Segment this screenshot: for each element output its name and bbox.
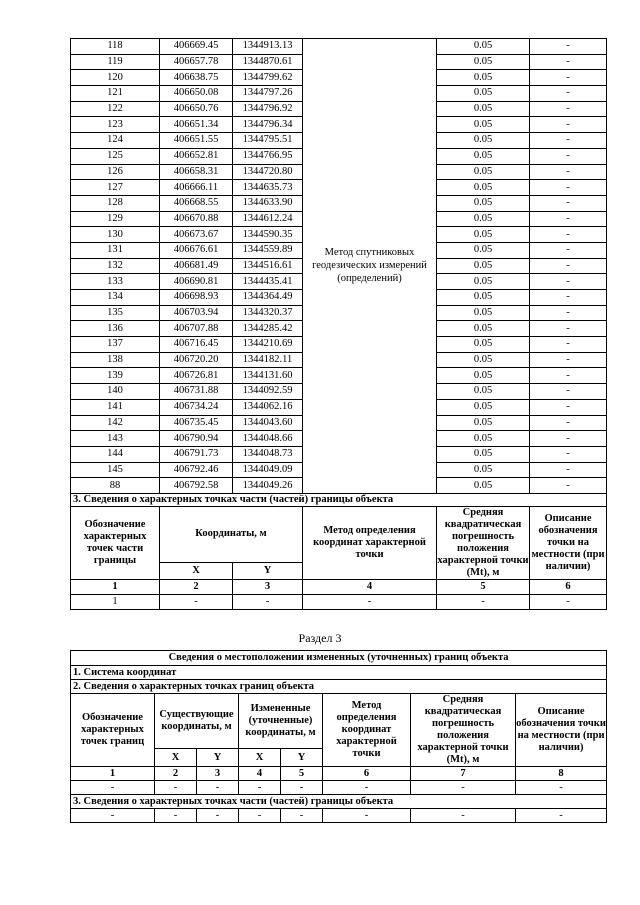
coord-x: 406651.34 bbox=[160, 117, 233, 133]
point-number: 133 bbox=[71, 274, 160, 290]
mt-value: 0.05 bbox=[437, 39, 530, 55]
part3-title: 3. Сведения о характерных точках части (частей) границы объекта bbox=[71, 493, 607, 506]
coord-y: 1344516.61 bbox=[233, 258, 303, 274]
s3-cell: - bbox=[516, 781, 607, 795]
mt-value: 0.05 bbox=[437, 462, 530, 478]
description: - bbox=[530, 352, 607, 368]
header-x: X bbox=[160, 562, 233, 579]
header-method: Метод определения координат характерной точки bbox=[303, 506, 437, 579]
s3-col-num: 7 bbox=[411, 767, 516, 781]
col-num: 5 bbox=[437, 579, 530, 594]
part3-cell: - bbox=[160, 594, 233, 609]
coord-x: 406638.75 bbox=[160, 70, 233, 86]
coord-y: 1344435.41 bbox=[233, 274, 303, 290]
s3-h-changed: Измененные (уточненные) координаты, м bbox=[239, 694, 323, 749]
part3-cell: - bbox=[303, 594, 437, 609]
description: - bbox=[530, 399, 607, 415]
mt-value: 0.05 bbox=[437, 180, 530, 196]
coord-x: 406668.55 bbox=[160, 195, 233, 211]
part3-cell: 1 bbox=[71, 594, 160, 609]
point-number: 142 bbox=[71, 415, 160, 431]
description: - bbox=[530, 180, 607, 196]
s3-h-existing: Существующие координаты, м bbox=[155, 694, 239, 749]
description: - bbox=[530, 86, 607, 102]
mt-value: 0.05 bbox=[437, 70, 530, 86]
description: - bbox=[530, 384, 607, 400]
description: - bbox=[530, 242, 607, 258]
col-num: 4 bbox=[303, 579, 437, 594]
coord-y: 1344590.35 bbox=[233, 227, 303, 243]
point-number: 137 bbox=[71, 337, 160, 353]
coord-x: 406669.45 bbox=[160, 39, 233, 55]
mt-value: 0.05 bbox=[437, 305, 530, 321]
s3-cell: - bbox=[197, 781, 239, 795]
point-number: 125 bbox=[71, 148, 160, 164]
description: - bbox=[530, 478, 607, 494]
header-desc: Описание обозначения точки на местности (при наличии) bbox=[530, 506, 607, 579]
mt-value: 0.05 bbox=[437, 368, 530, 384]
s3-col-num: 2 bbox=[155, 767, 197, 781]
description: - bbox=[530, 227, 607, 243]
point-number: 141 bbox=[71, 399, 160, 415]
coord-y: 1344720.80 bbox=[233, 164, 303, 180]
s3-cell: - bbox=[281, 781, 323, 795]
description: - bbox=[530, 321, 607, 337]
point-number: 131 bbox=[71, 242, 160, 258]
mt-value: 0.05 bbox=[437, 274, 530, 290]
s3-coord-system: 1. Система координат bbox=[71, 666, 607, 680]
description: - bbox=[530, 164, 607, 180]
coord-y: 1344285.42 bbox=[233, 321, 303, 337]
part3-cell: - bbox=[437, 594, 530, 609]
mt-value: 0.05 bbox=[437, 148, 530, 164]
point-number: 134 bbox=[71, 290, 160, 306]
description: - bbox=[530, 290, 607, 306]
coord-y: 1344612.24 bbox=[233, 211, 303, 227]
coord-x: 406658.31 bbox=[160, 164, 233, 180]
coord-y: 1344182.11 bbox=[233, 352, 303, 368]
mt-value: 0.05 bbox=[437, 164, 530, 180]
coord-x: 406651.55 bbox=[160, 133, 233, 149]
coord-x: 406703.94 bbox=[160, 305, 233, 321]
coord-x: 406707.88 bbox=[160, 321, 233, 337]
description: - bbox=[530, 274, 607, 290]
coord-x: 406673.67 bbox=[160, 227, 233, 243]
section3-table bbox=[70, 650, 607, 823]
description: - bbox=[530, 462, 607, 478]
mt-value: 0.05 bbox=[437, 431, 530, 447]
coord-y: 1344870.61 bbox=[233, 54, 303, 70]
coord-y: 1344799.62 bbox=[233, 70, 303, 86]
points-table bbox=[70, 38, 607, 610]
s3-col-num: 1 bbox=[71, 767, 155, 781]
coord-x: 406790.94 bbox=[160, 431, 233, 447]
point-number: 143 bbox=[71, 431, 160, 447]
description: - bbox=[530, 368, 607, 384]
point-number: 126 bbox=[71, 164, 160, 180]
description: - bbox=[530, 133, 607, 149]
part3-cell: - bbox=[233, 594, 303, 609]
coord-x: 406670.88 bbox=[160, 211, 233, 227]
description: - bbox=[530, 431, 607, 447]
s3-part-cell: - bbox=[239, 809, 281, 823]
col-num: 2 bbox=[160, 579, 233, 594]
mt-value: 0.05 bbox=[437, 290, 530, 306]
s3-cell: - bbox=[155, 781, 197, 795]
coord-y: 1344049.26 bbox=[233, 478, 303, 494]
s3-part-cell: - bbox=[411, 809, 516, 823]
coord-y: 1344913.13 bbox=[233, 39, 303, 55]
coord-x: 406650.76 bbox=[160, 101, 233, 117]
point-number: 124 bbox=[71, 133, 160, 149]
s3-part-cell: - bbox=[516, 809, 607, 823]
col-num: 1 bbox=[71, 579, 160, 594]
s3-part-title: 3. Сведения о характерных точках части (частей) границы объекта bbox=[71, 795, 607, 809]
s3-col-num: 4 bbox=[239, 767, 281, 781]
coord-x: 406726.81 bbox=[160, 368, 233, 384]
description: - bbox=[530, 148, 607, 164]
coord-y: 1344048.66 bbox=[233, 431, 303, 447]
header-designation: Обозначение характерных точек части границы bbox=[71, 506, 160, 579]
mt-value: 0.05 bbox=[437, 227, 530, 243]
s3-points-title: 2. Сведения о характерных точках границ объекта bbox=[71, 680, 607, 694]
s3-h-designation: Обозначение характерных точек границ bbox=[71, 694, 155, 767]
coord-y: 1344049.09 bbox=[233, 462, 303, 478]
coord-y: 1344633.90 bbox=[233, 195, 303, 211]
mt-value: 0.05 bbox=[437, 54, 530, 70]
coord-x: 406676.61 bbox=[160, 242, 233, 258]
coord-x: 406657.78 bbox=[160, 54, 233, 70]
method-cell: Метод спутниковых геодезических измерений (определений) bbox=[303, 39, 437, 494]
mt-value: 0.05 bbox=[437, 133, 530, 149]
s3-part-cell: - bbox=[197, 809, 239, 823]
point-number: 130 bbox=[71, 227, 160, 243]
description: - bbox=[530, 195, 607, 211]
point-number: 132 bbox=[71, 258, 160, 274]
point-number: 140 bbox=[71, 384, 160, 400]
description: - bbox=[530, 101, 607, 117]
s3-part-cell: - bbox=[281, 809, 323, 823]
point-number: 122 bbox=[71, 101, 160, 117]
coord-y: 1344043.60 bbox=[233, 415, 303, 431]
coord-x: 406792.58 bbox=[160, 478, 233, 494]
coord-y: 1344766.95 bbox=[233, 148, 303, 164]
point-number: 127 bbox=[71, 180, 160, 196]
description: - bbox=[530, 258, 607, 274]
point-number: 88 bbox=[71, 478, 160, 494]
col-num: 3 bbox=[233, 579, 303, 594]
s3-h-y: Y bbox=[281, 749, 323, 767]
coord-x: 406652.81 bbox=[160, 148, 233, 164]
coord-x: 406690.81 bbox=[160, 274, 233, 290]
coord-x: 406681.49 bbox=[160, 258, 233, 274]
coord-x: 406735.45 bbox=[160, 415, 233, 431]
coord-y: 1344131.60 bbox=[233, 368, 303, 384]
mt-value: 0.05 bbox=[437, 101, 530, 117]
mt-value: 0.05 bbox=[437, 86, 530, 102]
point-number: 135 bbox=[71, 305, 160, 321]
section-title: Раздел 3 bbox=[298, 631, 342, 645]
mt-value: 0.05 bbox=[437, 399, 530, 415]
point-number: 123 bbox=[71, 117, 160, 133]
s3-cell: - bbox=[323, 781, 411, 795]
header-y: Y bbox=[233, 562, 303, 579]
s3-cell: - bbox=[411, 781, 516, 795]
point-number: 128 bbox=[71, 195, 160, 211]
part3-cell: - bbox=[530, 594, 607, 609]
coord-y: 1344635.73 bbox=[233, 180, 303, 196]
description: - bbox=[530, 39, 607, 55]
s3-part-cell: - bbox=[323, 809, 411, 823]
s3-part-cell: - bbox=[71, 809, 155, 823]
s3-title: Сведения о местоположении измененных (уточненных) границ объекта bbox=[71, 651, 607, 666]
mt-value: 0.05 bbox=[437, 117, 530, 133]
point-number: 145 bbox=[71, 462, 160, 478]
mt-value: 0.05 bbox=[437, 321, 530, 337]
coord-x: 406650.08 bbox=[160, 86, 233, 102]
s3-col-num: 5 bbox=[281, 767, 323, 781]
coord-y: 1344796.34 bbox=[233, 117, 303, 133]
point-number: 121 bbox=[71, 86, 160, 102]
s3-cell: - bbox=[71, 781, 155, 795]
coord-x: 406791.73 bbox=[160, 446, 233, 462]
col-num: 6 bbox=[530, 579, 607, 594]
mt-value: 0.05 bbox=[437, 258, 530, 274]
s3-h-mt: Средняя квадратическая погрешность положения характерной точки (Mt), м bbox=[411, 694, 516, 767]
mt-value: 0.05 bbox=[437, 352, 530, 368]
s3-h-method: Метод определения координат характерной точки bbox=[323, 694, 411, 767]
coord-y: 1344797.26 bbox=[233, 86, 303, 102]
s3-col-num: 6 bbox=[323, 767, 411, 781]
mt-value: 0.05 bbox=[437, 195, 530, 211]
s3-h-y: Y bbox=[197, 749, 239, 767]
description: - bbox=[530, 70, 607, 86]
point-number: 136 bbox=[71, 321, 160, 337]
mt-value: 0.05 bbox=[437, 415, 530, 431]
coord-y: 1344795.51 bbox=[233, 133, 303, 149]
coord-y: 1344092.59 bbox=[233, 384, 303, 400]
mt-value: 0.05 bbox=[437, 446, 530, 462]
coord-y: 1344048.73 bbox=[233, 446, 303, 462]
mt-value: 0.05 bbox=[437, 478, 530, 494]
point-number: 138 bbox=[71, 352, 160, 368]
coord-y: 1344210.69 bbox=[233, 337, 303, 353]
point-number: 129 bbox=[71, 211, 160, 227]
point-number: 120 bbox=[71, 70, 160, 86]
coord-x: 406698.93 bbox=[160, 290, 233, 306]
coord-x: 406666.11 bbox=[160, 180, 233, 196]
description: - bbox=[530, 305, 607, 321]
s3-col-num: 3 bbox=[197, 767, 239, 781]
point-number: 139 bbox=[71, 368, 160, 384]
mt-value: 0.05 bbox=[437, 242, 530, 258]
description: - bbox=[530, 211, 607, 227]
coord-x: 406716.45 bbox=[160, 337, 233, 353]
mt-value: 0.05 bbox=[437, 211, 530, 227]
s3-h-desc: Описание обозначения точки на местности (при наличии) bbox=[516, 694, 607, 767]
description: - bbox=[530, 446, 607, 462]
coord-x: 406720.20 bbox=[160, 352, 233, 368]
s3-h-x: X bbox=[239, 749, 281, 767]
s3-part-cell: - bbox=[155, 809, 197, 823]
point-number: 119 bbox=[71, 54, 160, 70]
s3-cell: - bbox=[239, 781, 281, 795]
coord-x: 406731.88 bbox=[160, 384, 233, 400]
point-number: 144 bbox=[71, 446, 160, 462]
header-mt: Средняя квадратическая погрешность положения характерной точки (Mt), м bbox=[437, 506, 529, 578]
coord-y: 1344320.37 bbox=[233, 305, 303, 321]
mt-value: 0.05 bbox=[437, 337, 530, 353]
header-coords: Координаты, м bbox=[160, 506, 303, 562]
description: - bbox=[530, 54, 607, 70]
coord-x: 406792.46 bbox=[160, 462, 233, 478]
coord-y: 1344364.49 bbox=[233, 290, 303, 306]
coord-y: 1344559.89 bbox=[233, 242, 303, 258]
point-number: 118 bbox=[71, 39, 160, 55]
description: - bbox=[530, 415, 607, 431]
coord-y: 1344796.92 bbox=[233, 101, 303, 117]
s3-h-x: X bbox=[155, 749, 197, 767]
description: - bbox=[530, 117, 607, 133]
table-row bbox=[71, 39, 607, 55]
s3-col-num: 8 bbox=[516, 767, 607, 781]
mt-value: 0.05 bbox=[437, 384, 530, 400]
coord-y: 1344062.16 bbox=[233, 399, 303, 415]
coord-x: 406734.24 bbox=[160, 399, 233, 415]
description: - bbox=[530, 337, 607, 353]
